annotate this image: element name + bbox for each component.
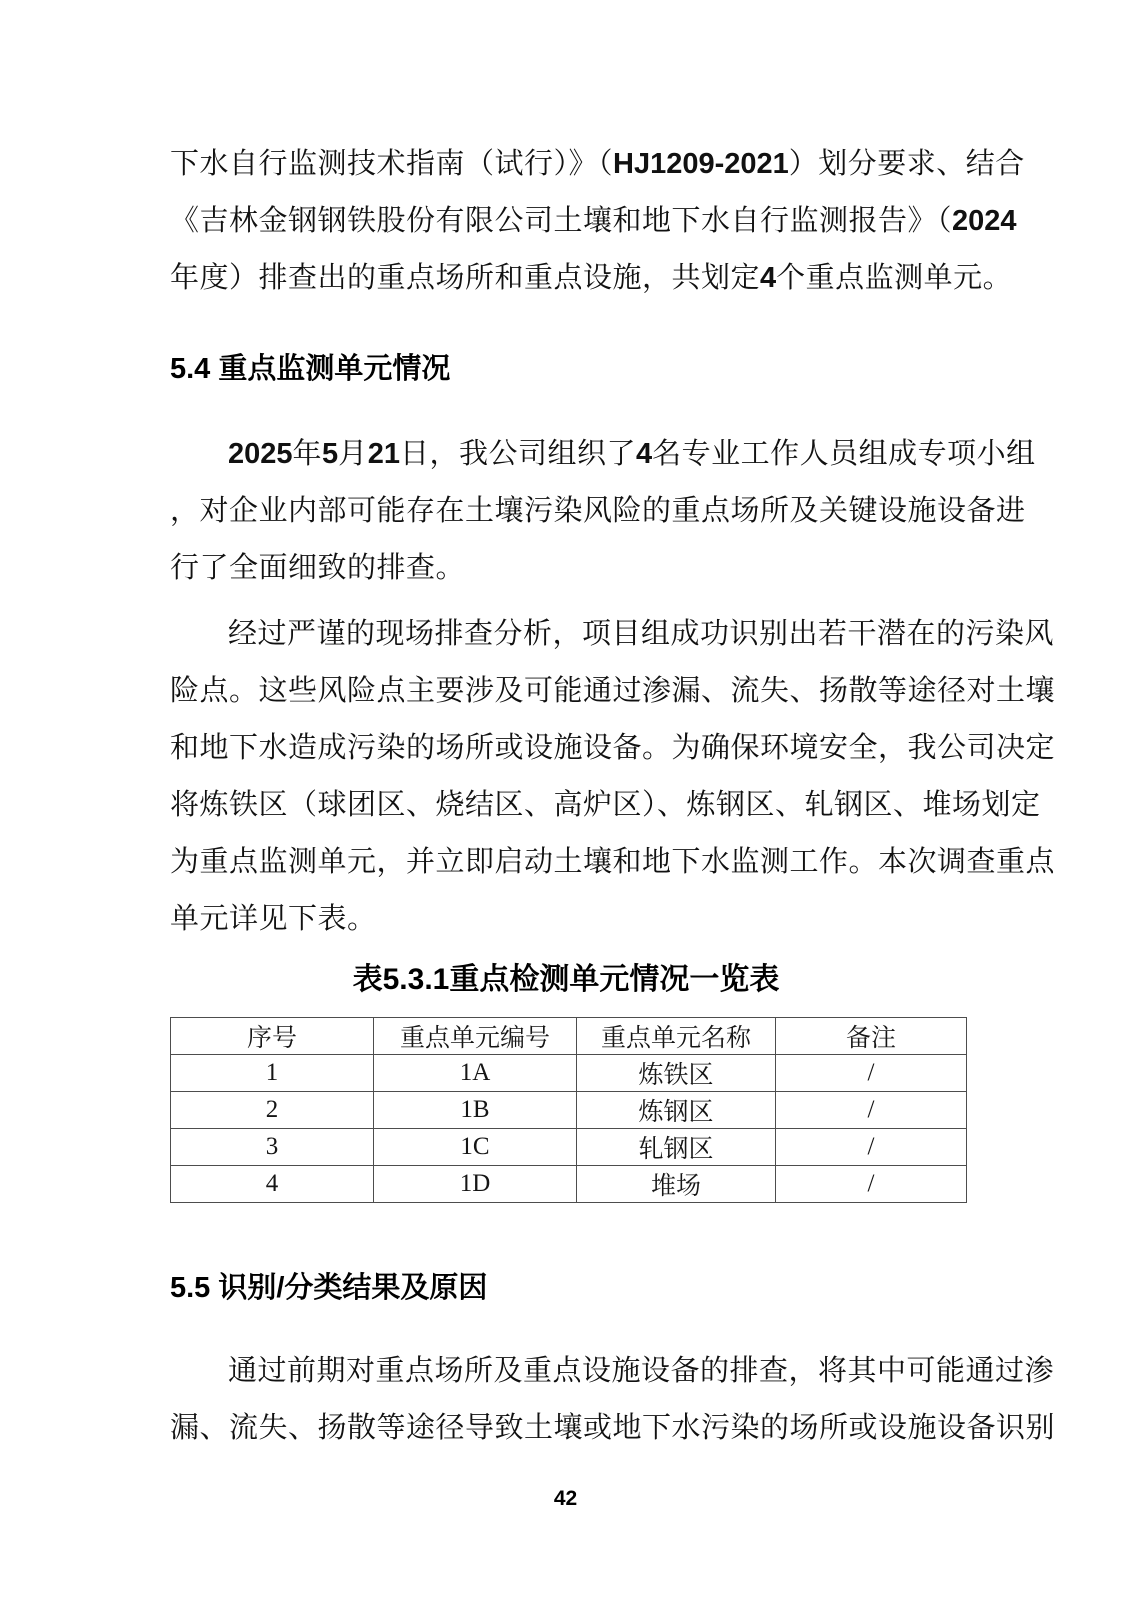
table-cell: / <box>776 1055 967 1092</box>
paragraph-line: 将炼铁区（球团区、烧结区、高炉区）、炼钢区、轧钢区、堆场划定 <box>170 789 1041 821</box>
table-row <box>171 1129 967 1166</box>
table-row <box>171 1092 967 1129</box>
table-cell: / <box>776 1129 967 1166</box>
table-cell: 3 <box>171 1129 374 1166</box>
paragraph-line: 年度）排查出的重点场所和重点设施，共划定4个重点监测单元。 <box>170 262 1013 294</box>
table-cell: 1 <box>171 1055 374 1092</box>
paragraph-line: 下水自行监测技术指南（试行）》（HJ1209-2021）划分要求、结合 <box>170 148 1025 180</box>
section-heading-5-4: 5.4 重点监测单元情况 <box>170 353 451 385</box>
western-text: 5 <box>322 438 339 470</box>
paragraph-line: 为重点监测单元，并立即启动土壤和地下水监测工作。本次调查重点 <box>170 846 1056 878</box>
table-cell: 炼铁区 <box>577 1055 776 1092</box>
table-header-cell: 备注 <box>776 1018 967 1055</box>
table-cell: 2 <box>171 1092 374 1129</box>
table-title: 表5.3.1重点检测单元情况一览表 <box>352 963 780 996</box>
paragraph-line: 通过前期对重点场所及重点设施设备的排查，将其中可能通过渗 <box>228 1355 1055 1387</box>
table-header-cell: 重点单元编号 <box>374 1018 577 1055</box>
western-text: 2025 <box>228 438 293 470</box>
page-number: 42 <box>553 1487 578 1510</box>
paragraph-line: 险点。这些风险点主要涉及可能通过渗漏、流失、扬散等途径对土壤 <box>170 675 1056 707</box>
table-header-cell: 序号 <box>171 1018 374 1055</box>
paragraph-survey <box>170 426 1036 597</box>
paragraph-risk <box>170 606 1056 948</box>
monitoring-units-table <box>170 1017 967 1203</box>
table-cell: 堆场 <box>577 1166 776 1203</box>
western-text: HJ1209-2021 <box>613 148 789 180</box>
western-text: 4 <box>635 438 653 470</box>
western-text: 2024 <box>952 205 1017 237</box>
paragraph-line: 2025年5月21日，我公司组织了4名专业工作人员组成专项小组 <box>228 438 1036 470</box>
table-cell: / <box>776 1092 967 1129</box>
paragraph-line: ，对企业内部可能存在土壤污染风险的重点场所及关键设施设备进 <box>170 495 1026 527</box>
paragraph-line: 行了全面细致的排查。 <box>170 552 466 584</box>
table-cell: 炼钢区 <box>577 1092 776 1129</box>
paragraph-identify <box>170 1343 1056 1457</box>
table-cell: 1B <box>374 1092 577 1129</box>
table-row <box>171 1055 967 1092</box>
table-cell: 1D <box>374 1166 577 1203</box>
table-cell: / <box>776 1166 967 1203</box>
paragraph-line: 和地下水造成污染的场所或设施设备。为确保环境安全，我公司决定 <box>170 732 1056 764</box>
western-text: 4 <box>760 262 777 294</box>
table-cell: 4 <box>171 1166 374 1203</box>
paragraph-line: 漏、流失、扬散等途径导致土壤或地下水污染的场所或设施设备识别 <box>170 1412 1056 1444</box>
paragraph-line: 经过严谨的现场排查分析，项目组成功识别出若干潜在的污染风 <box>228 618 1055 650</box>
table-cell: 1A <box>374 1055 577 1092</box>
paragraph-intro <box>170 136 1025 307</box>
table-cell: 1C <box>374 1129 577 1166</box>
section-heading-5-5: 5.5 识别/分类结果及原因 <box>170 1272 488 1304</box>
table-header-row <box>171 1018 967 1055</box>
western-text: 21 <box>367 438 400 470</box>
table-header-cell: 重点单元名称 <box>577 1018 776 1055</box>
table-cell: 轧钢区 <box>577 1129 776 1166</box>
paragraph-line: 单元详见下表。 <box>170 903 377 935</box>
paragraph-line: 《吉林金钢钢铁股份有限公司土壤和地下水自行监测报告》（2024 <box>170 205 1017 237</box>
table-row <box>171 1166 967 1203</box>
